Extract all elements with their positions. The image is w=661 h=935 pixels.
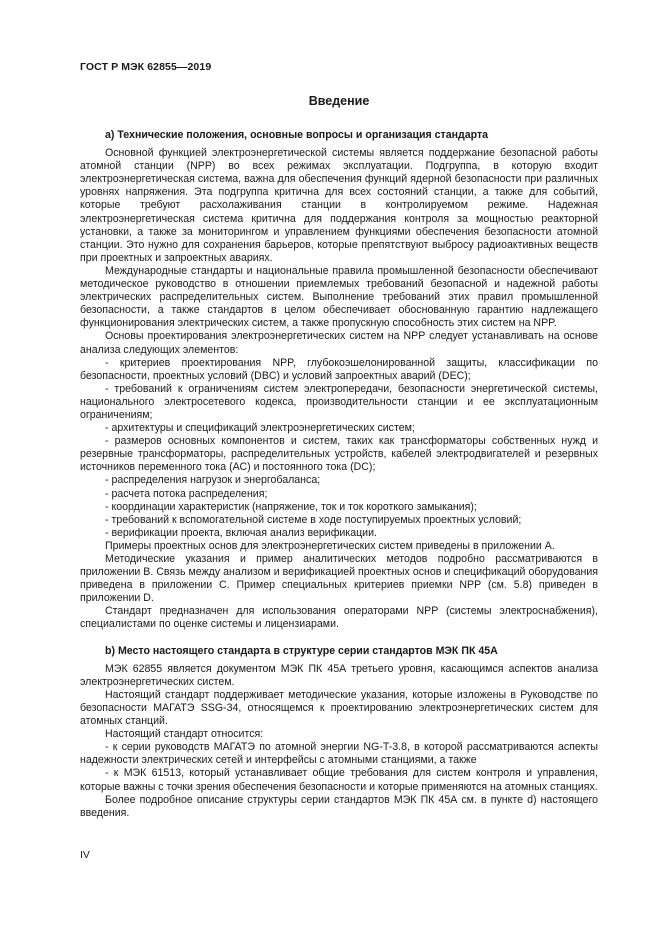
section-a-body xyxy=(80,147,598,631)
paragraph: - координации характеристик (напряжение, ток и ток короткого замыкания); xyxy=(105,500,477,513)
paragraph: - к серии руководств МАГАТЭ по атомной энергии NG-T-3.8, в которой рассматриваются аспекты надежности электрических сетей и интерфейсы с атомными станциями, а также xyxy=(80,741,598,767)
paragraph: - критериев проектирования NPP, глубокоэшелонированной защиты, классификации по безопасности, проектных условий (DBC) и условий запроектных аварий (DEC); xyxy=(80,356,598,382)
paragraph: - размеров основных компонентов и систем, таких как трансформаторы собственных нужд и резервные трансформаторы, распределительных устройств, кабелей электродвигателей и резервных источников переменного тока (АС) и постоянного тока (DC); xyxy=(80,435,598,474)
paragraph: - требований к ограничениям систем электропередачи, безопасности энергетической системы, национального электросетевого кодекса, производительности станции и ее эксплуатационным ограничениям; xyxy=(80,382,598,421)
paragraph: Стандарт предназначен для использования операторами NPP (системы электроснабжения), специалистами по оценке системы и лицензиарами. xyxy=(80,605,598,631)
paragraph: Основной функцией электроэнергетической системы является поддержание безопасной работы атомной станции (NPP) во всех режимах эксплуатации. Подгруппа, в которую входит электроэнергетическая система, важна для обеспечения функций ядерной безопасности при различных уровнях напряжения. Эта подгруппа критична для всех состояний станции, а также для событий, которые требуют расхолаживания станции в контролируемом режиме. Надежная электроэнергетическая система критична для поддержания контроля за мощностью реакторной установки, а также за мониторингом и управлением функциями обеспечения безопасности атомной станции. Это нужно для сохранения барьеров, которые препятствуют выбросу радиоактивных веществ при проектных и запроектных авариях. xyxy=(80,147,598,264)
section-b-heading: b) Место настоящего стандарта в структуре серии стандартов МЭК ПК 45А xyxy=(105,644,498,657)
section-a-heading: а) Технические положения, основные вопросы и организация стандарта xyxy=(105,129,489,141)
paragraph: Примеры проектных основ для электроэнергетических систем приведены в приложении А. xyxy=(105,539,555,552)
paragraph: Международные стандарты и национальные правила промышленной безопасности обеспечивают методическое руководство в отношении приемлемых требований безопасной и надежной работы электрических распределительных систем. Выполнение требований этих правил промышленной безопасности, а также стандартов в целом обеспечивает обоснованную гарантию надлежащего функционирования электрических систем, а также пропускную способность этих систем на NPP. xyxy=(80,264,598,330)
paragraph: - верификации проекта, включая анализ верификации. xyxy=(105,526,377,539)
paragraph: - архитектуры и спецификаций электроэнергетических систем; xyxy=(105,422,415,435)
paragraph: - расчета потока распределения; xyxy=(105,487,268,500)
paragraph: Настоящий стандарт поддерживает методические указания, которые изложены в Руководстве по безопасности МАГАТЭ SSG-34, относящемся к проектированию электроэнергетических систем для атомных станций. xyxy=(80,688,598,728)
paragraph: МЭК 62855 является документом МЭК ПК 45А третьего уровня, касающимся аспектов анализа электроэнергетических систем. xyxy=(80,662,598,688)
document-body xyxy=(80,129,598,820)
standard-header: ГОСТ Р МЭК 62855—2019 xyxy=(80,61,212,73)
page-title: Введение xyxy=(308,94,370,108)
paragraph: Более подробное описание структуры серии стандартов МЭК ПК 45А см. в пункте d) настоящего введения. xyxy=(80,793,598,819)
paragraph: Настоящий стандарт относится: xyxy=(105,728,264,741)
paragraph: - распределения нагрузок и энергобаланса; xyxy=(105,474,321,487)
paragraph: - к МЭК 61513, который устанавливает общие требования для систем контроля и управления, которые важны с точки зрения обеспечения безопасности и которые применяются на атомных станциях. xyxy=(80,767,598,793)
page-number: IV xyxy=(80,849,90,861)
paragraph: - требований к вспомогательной системе в ходе поступируемых проектных условий; xyxy=(105,513,522,526)
paragraph: Основы проектирования электроэнергетических систем на NPP следует устанавливать на основе анализа следующих элементов: xyxy=(80,330,598,356)
paragraph: Методические указания и пример аналитических методов подробно рассматриваются в приложении В. Связь между анализом и верификацией проектных основ и спецификаций оборудования приведена в приложении С. Пример специальных критериев приемки NPP (см. 5.8) приведен в приложении D. xyxy=(80,553,598,605)
section-b-body xyxy=(80,663,598,820)
